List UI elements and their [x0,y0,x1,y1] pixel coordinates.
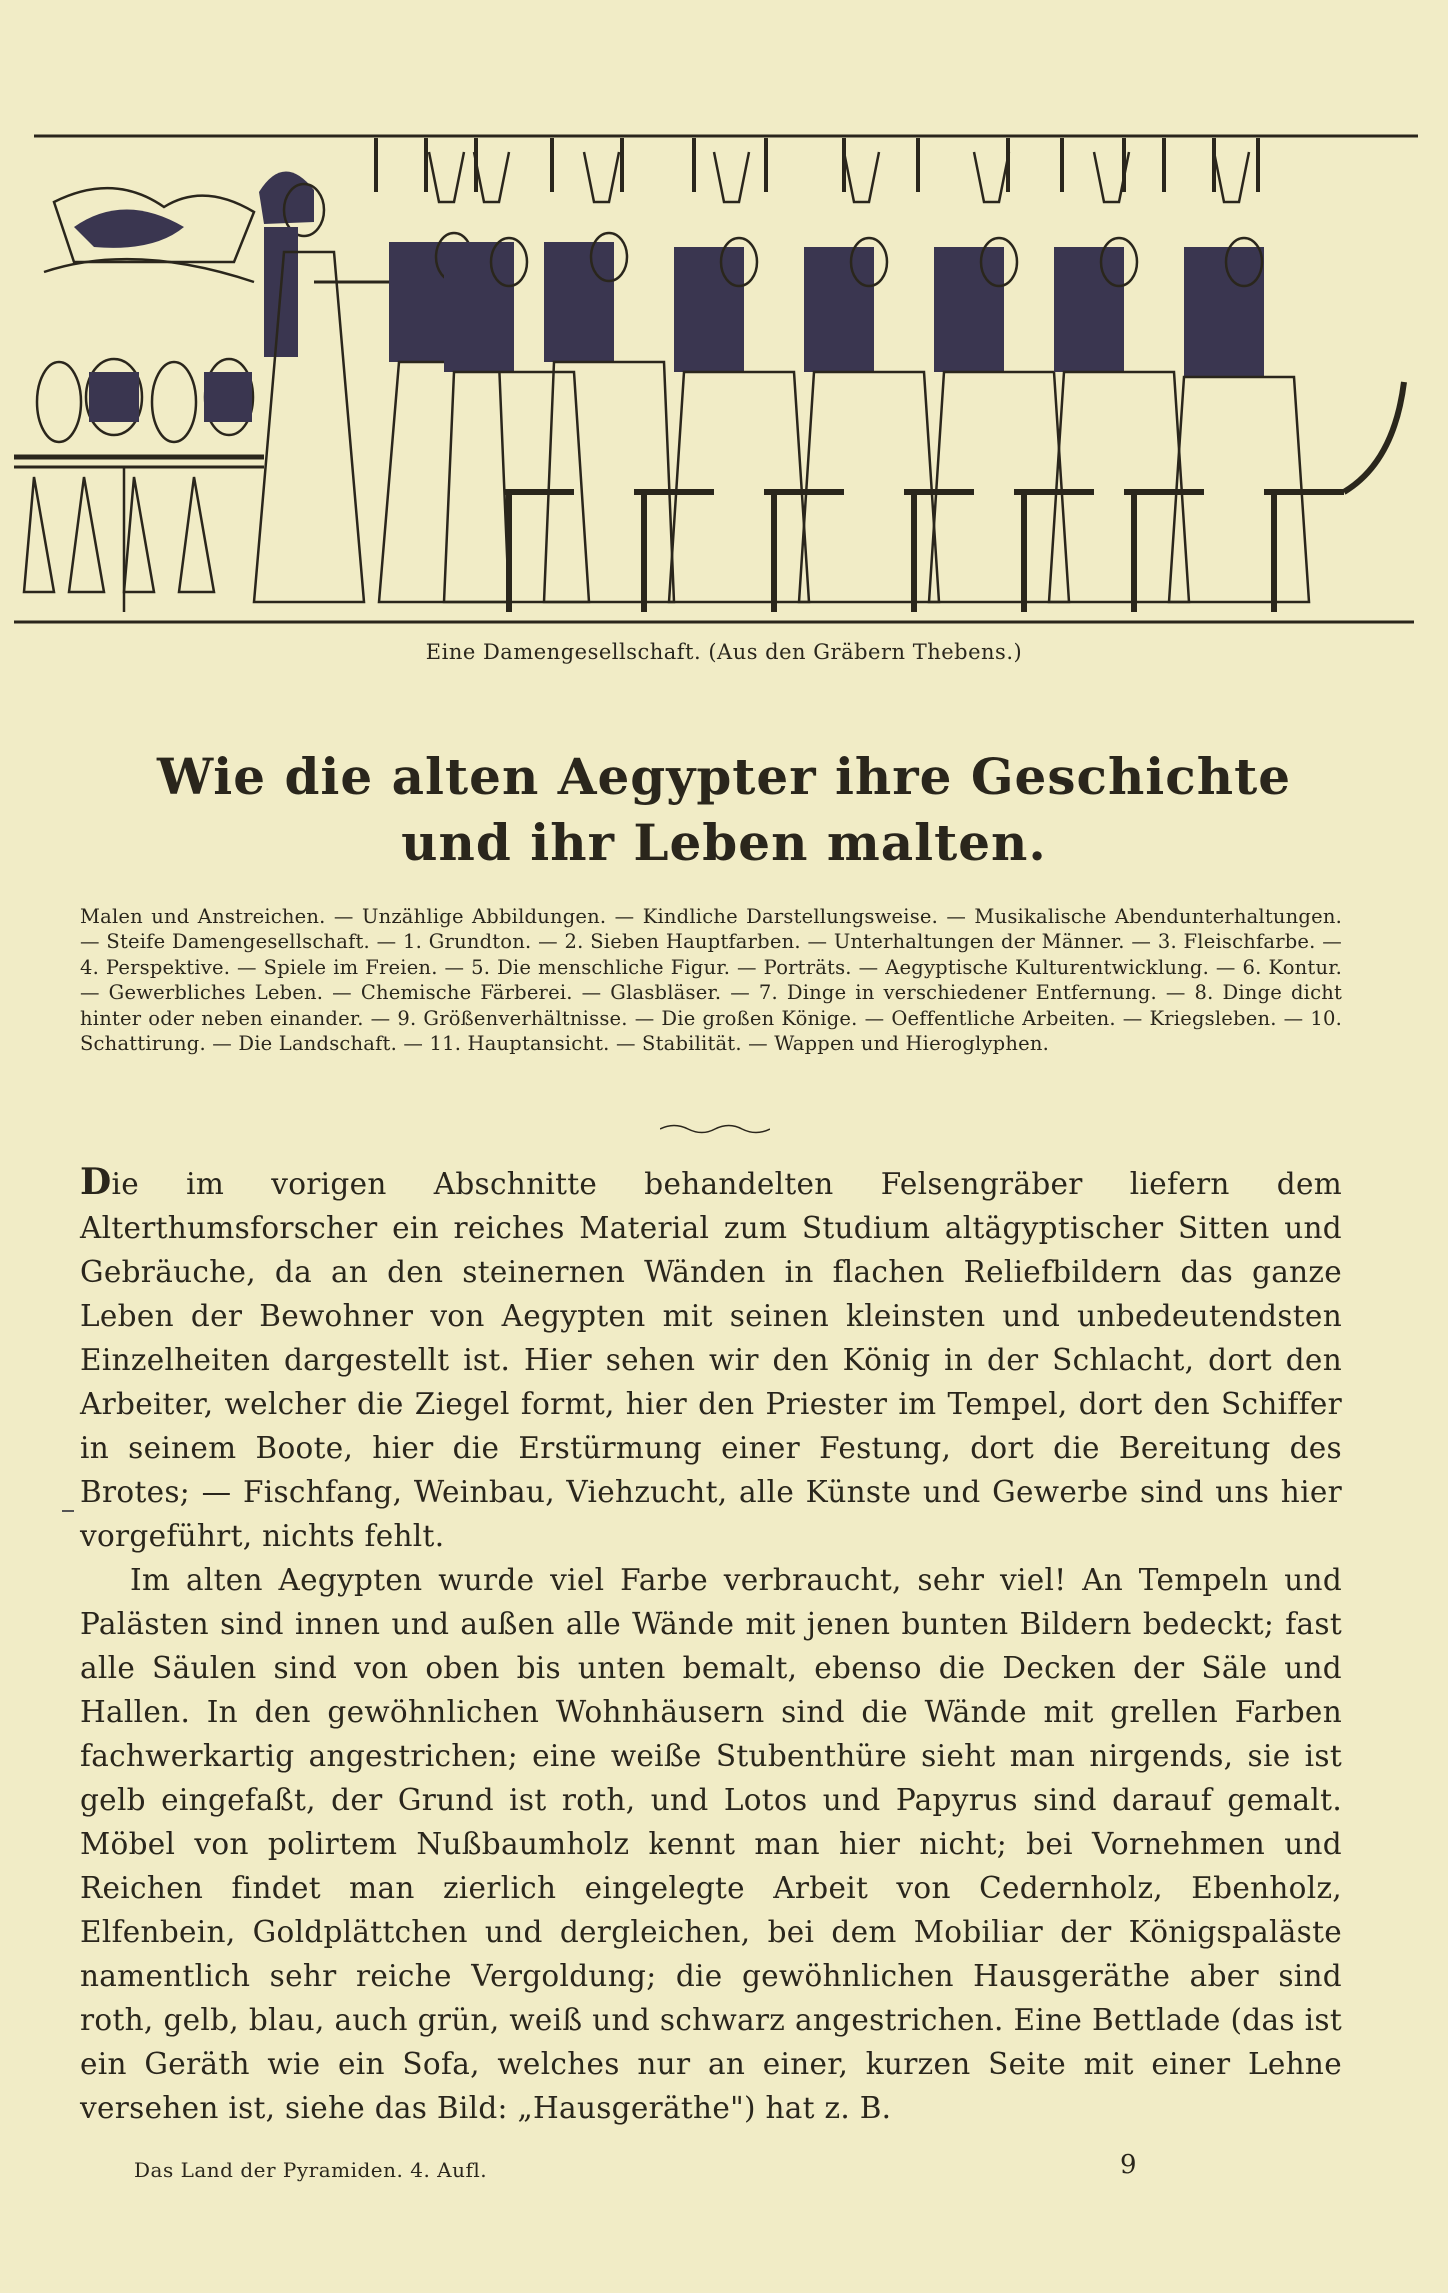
paragraph-1-text: ie im vorigen Abschnitte behandelten Felsengräber liefern dem Alterthumsforscher ein reiches Material zum Studium altägyptischer Sitten und Gebräuche, da an den steinernen Wänden in flachen Reliefbildern das ganze Leben der Bewohner von Aegypten mit seinen kleinsten und unbedeutendsten Einzelheiten dargestellt ist. Hier sehen wir den König in der Schlacht, dort den Arbeiter, welcher die Ziegel formt, hier den Priester im Tempel, dort den Schiffer in seinem Boote, hier die Erstürmung einer Festung, dort die Bereitung des Brotes; — Fischfang, Weinbau, Viehzucht, alle Künste und Gewerbe sind uns hier vorgeführt, nichts fehlt. [80,1167,1342,1553]
egyptian-banquet-illustration [14,132,1424,627]
margin-mark [62,1510,74,1512]
divider-flourish [660,1122,770,1136]
drop-cap: D [80,1161,112,1203]
figure-caption: Eine Damengesellschaft. (Aus den Gräbern Thebens.) [425,640,1023,664]
footer-book-title: Das Land der Pyramiden. 4. Aufl. [134,2158,488,2182]
page-number: 9 [1120,2150,1137,2180]
paragraph-2: Im alten Aegypten wurde viel Farbe verbraucht, sehr viel! An Tempeln und Palästen sind innen und außen alle Wände mit jenen bunten Bildern bedeckt; fast alle Säulen sind von oben bis unten bemalt, ebenso die Decken der Säle und Hallen. In den gewöhnlichen Wohnhäusern sind die Wände mit grellen Farben fachwerkartig angestrichen; eine weiße Stubenthüre sieht man nirgends, sie ist gelb eingefaßt, der Grund ist roth, und Lotos und Papyrus sind darauf gemalt. Möbel von polirtem Nußbaumholz kennt man hier nicht; bei Vornehmen und Reichen findet man zierlich eingelegte Arbeit von Cedernholz, Ebenholz, Elfenbein, Goldplättchen und dergleichen, bei dem Mobiliar der Königspaläste namentlich sehr reiche Vergoldung; die gewöhnlichen Hausgeräthe aber sind roth, gelb, blau, auch grün, weiß und schwarz angestrichen. Eine Bettlade (das ist ein Geräth wie ein Sofa, welches nur an einer, kurzen Seite mit einer Lehne versehen ist, siehe das Bild: „Hausgeräthe") hat z. B. [80,1563,1342,2125]
chapter-summary: Malen und Anstreichen. — Unzählige Abbildungen. — Kindliche Darstellungsweise. — Musikalische Abendunterhaltungen. — Steife Damengesellschaft. — 1. Grundton. — 2. Sieben Hauptfarben. — Unterhaltungen der Männer. — 3. Fleischfarbe. — 4. Perspektive. — Spiele im Freien. — 5. Die menschliche Figur. — Porträts. — Aegyptische Kulturentwicklung. — 6. Kontur. — Gewerbliches Leben. — Chemische Färberei. — Glasbläser. — 7. Dinge in verschiedener Entfernung. — 8. Dinge dicht hinter oder neben einander. — 9. Größenverhältnisse. — Die großen Könige. — Oeffentliche Arbeiten. — Kriegsleben. — 10. Schattirung. — Die Landschaft. — 11. Hauptansicht. — Stabilität. — Wappen und Hieroglyphen. [80,905,1342,1056]
chapter-title: Wie die alten Aegypter ihre Geschichte und ihr Leben malten. [156,747,1292,872]
paragraph-1 [80,1160,1342,1558]
body-text [80,1160,1342,2130]
